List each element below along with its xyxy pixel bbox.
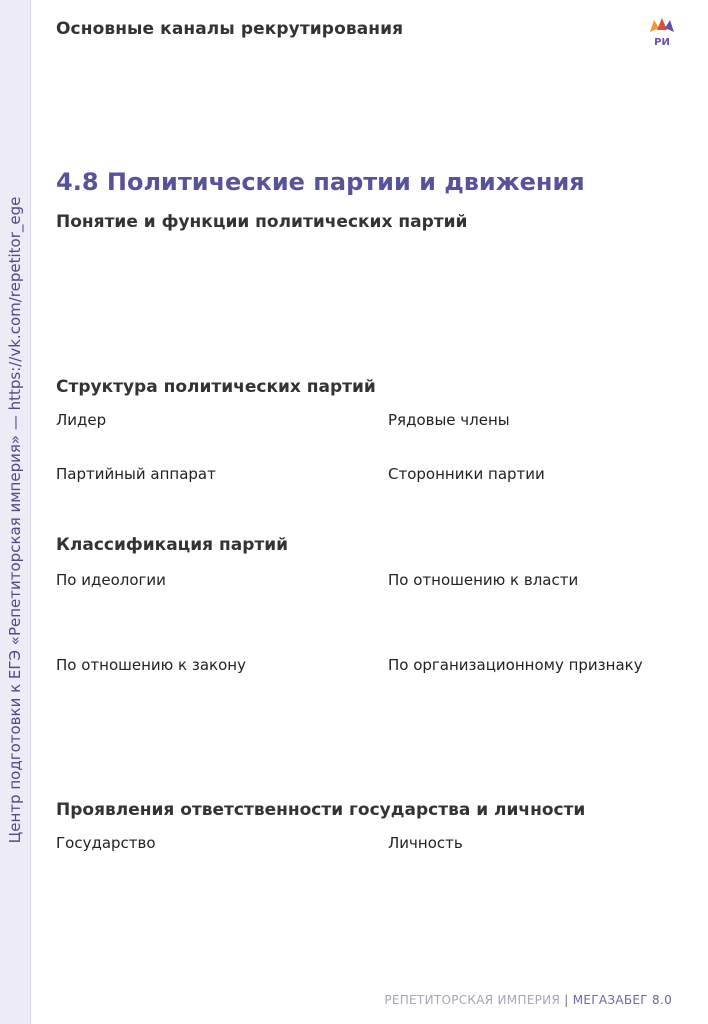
logo-text: РИ [654,37,670,48]
structure-heading: Структура политических партий [56,377,376,397]
classification-item-power: По отношению к власти [388,571,579,589]
left-sidebar [0,0,31,1024]
sidebar-caption: Центр подготовки к ЕГЭ «Репетиторская империя» — https://vk.com/repetitor_ege [6,196,24,844]
responsibility-item-state: Государство [56,834,156,852]
classification-heading: Классификация партий [56,535,289,555]
footer [384,993,672,1007]
footer-org: РЕПЕТИТОРСКАЯ ИМПЕРИЯ [384,993,561,1007]
structure-item-supporters: Сторонники партии [388,465,545,483]
classification-item-law: По отношению к закону [56,656,246,674]
logo [648,18,676,48]
section-heading: 4.8 Политические партии и движения [56,168,585,196]
footer-event: МЕГАЗАБЕГ 8.0 [572,993,672,1007]
footer-separator: | [564,993,569,1007]
responsibility-heading: Проявления ответственности государства и личности [56,800,586,820]
structure-item-members: Рядовые члены [388,411,510,429]
concept-subheading: Понятие и функции политических партий [56,212,468,232]
crown-logo-icon [648,18,676,48]
structure-item-leader: Лидер [56,411,107,429]
page-title: Основные каналы рекрутирования [56,19,404,39]
structure-item-apparatus: Партийный аппарат [56,465,216,483]
responsibility-item-person: Личность [388,834,463,852]
classification-item-organization: По организационному признаку [388,656,643,674]
classification-item-ideology: По идеологии [56,571,166,589]
